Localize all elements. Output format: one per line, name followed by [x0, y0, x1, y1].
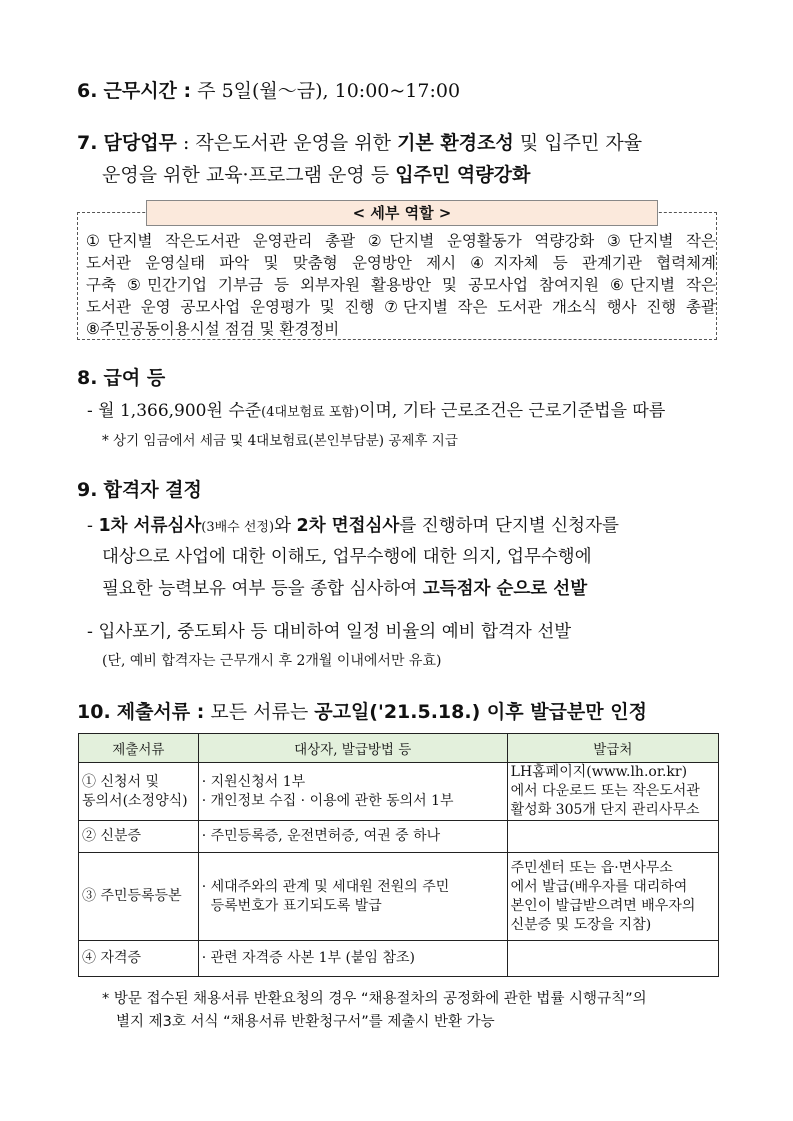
cell-line: LH홈페이지(www.lh.or.kr): [510, 764, 688, 780]
section-7-text-2: 및 입주민 자율: [513, 132, 643, 154]
section-10-title: 제출서류 :: [116, 701, 205, 723]
section-9-line-1: [87, 512, 619, 537]
cell-line: · 관련 자격증 사본 1부 (붙임 참조): [201, 950, 416, 966]
roles-title: < 세부 역할 >: [146, 200, 658, 226]
cell-line: · 개인정보 수집 · 이용에 관한 동의서 1부: [201, 792, 454, 809]
section-7-text-1: : 작은도서관 운영을 위한: [176, 132, 398, 154]
section-7: [77, 128, 717, 155]
table-cell: [507, 821, 718, 853]
section-9-line-4: - 입사포기, 중도퇴사 등 대비하여 일정 비율의 예비 합격자 선발: [87, 622, 572, 642]
section-10-text: 모든 서류는: [204, 701, 315, 723]
section-7-number: 7.: [77, 132, 98, 154]
section-8-text-2: 이며, 기타 근로조건은 근로기준법을 따름: [359, 401, 666, 421]
section-9-bold-1: 1차 서류심사: [98, 516, 202, 536]
table-cell: [198, 821, 507, 853]
section-6-text: 주 5일(월～금), 10:00~17:00: [191, 80, 461, 102]
section-9-text-3: 필요한 능력보유 여부 등을 종합 심사하여: [102, 579, 423, 599]
table-row: [79, 941, 719, 977]
table-header: 발급처: [507, 734, 718, 763]
cell-line: · 지원신청서 1부: [201, 773, 306, 790]
section-6-title: 근무시간 :: [103, 80, 192, 102]
section-8-small: (4대보험료 포함): [261, 405, 360, 420]
table-cell: [79, 853, 199, 941]
table-header: 제출서류: [79, 734, 199, 763]
table-cell: [79, 763, 199, 821]
section-6-number: 6.: [77, 80, 98, 102]
roles-line: 구축 ⑤민간기업 기부금 등 외부자원 활용방안 및 공모사업 참여지원 ⑥단지별 작은: [86, 276, 716, 294]
cell-line: 주민센터 또는 읍·면사무소: [510, 859, 673, 876]
section-10-number: 10.: [77, 701, 111, 723]
roles-line: 도서관 운영실태 파악 및 맞춤형 운영방안 제시 ④지자체 등 관계기관 협력체계: [86, 254, 716, 272]
section-6: [77, 76, 460, 103]
documents-table: [78, 733, 719, 977]
table-header: 대상자, 발급방법 등: [198, 734, 507, 763]
cell-line: · 주민등록증, 운전면허증, 여권 중 하나: [201, 828, 441, 844]
section-7-bold-2: 입주민 역량강화: [395, 164, 531, 186]
section-9-line-2: 대상으로 사업에 대한 이해도, 업무수행에 대한 의지, 업무수행에: [102, 547, 592, 567]
cell-line: · 세대주와의 관계 및 세대원 전원의 주민: [201, 878, 450, 895]
table-cell: [198, 853, 507, 941]
section-8-line-1: [87, 396, 665, 421]
section-7-line-2: [102, 160, 530, 187]
section-9-line-5: (단, 예비 합격자는 근무개시 후 2개월 이내에서만 유효): [102, 653, 442, 669]
table-cell: [507, 941, 718, 977]
roles-line: ①단지별 작은도서관 운영관리 총괄 ②단지별 운영활동가 역량강화 ③단지별 작은: [86, 232, 716, 250]
table-row: [79, 853, 719, 941]
cell-line: 에서 다운로드 또는 작은도서관: [510, 783, 700, 799]
footnote-line-1: * 방문 접수된 채용서류 반환요청의 경우 “채용절차의 공정화에 관한 법률 시행규칙”의: [102, 991, 647, 1007]
cell-line: ④ 자격증: [82, 950, 142, 966]
section-8-note: * 상기 임금에서 세금 및 4대보험료(본인부담분) 공제후 지급: [102, 433, 458, 449]
section-7-bold-1: 기본 환경조성: [397, 132, 514, 154]
cell-line: 동의서(소정양식): [82, 792, 188, 809]
section-9-title: 합격자 결정: [103, 479, 202, 501]
section-9-small: (3배수 선정): [201, 520, 275, 535]
roles-line: 도서관 운영 공모사업 운영평가 및 진행 ⑦단지별 작은 도서관 개소식 행사 진행 총괄: [86, 298, 716, 316]
section-9-text-1: 와: [274, 516, 297, 536]
section-7-title: 담당업무: [103, 132, 177, 154]
section-7-text-3: 운영을 위한 교육·프로그램 운영 등: [102, 164, 396, 186]
table-row: [79, 821, 719, 853]
cell-line: 신분증 및 도장을 지참): [510, 916, 652, 933]
cell-line: 본인이 발급받으려면 배우자의: [510, 897, 696, 914]
table-header-row: [79, 734, 719, 763]
section-9-dash: -: [87, 516, 99, 536]
section-9-text-2: 를 진행하며 단지별 신청자를: [399, 516, 619, 536]
cell-line: ① 신청서 및: [82, 773, 159, 790]
section-8-title: 급여 등: [103, 367, 166, 389]
cell-line: 등록번호가 표기되도록 발급: [201, 897, 382, 914]
table-cell: [507, 763, 718, 821]
section-8: [77, 363, 165, 390]
cell-line: ③ 주민등록등본: [82, 888, 182, 904]
section-9: [77, 475, 202, 502]
cell-line: 에서 발급(배우자를 대리하여: [510, 878, 688, 895]
section-9-line-3: [102, 575, 587, 600]
table-cell: [79, 941, 199, 977]
section-10: [77, 697, 647, 724]
section-9-bold-3: 고득점자 순으로 선발: [422, 579, 588, 599]
section-9-number: 9.: [77, 479, 98, 501]
section-10-highlight: 공고일('21.5.18.) 이후 발급분만 인정: [314, 701, 647, 723]
section-8-text-1: - 월 1,366,900원 수준: [87, 401, 262, 421]
table-cell: [79, 821, 199, 853]
table-row: [79, 763, 719, 821]
cell-line: ② 신분증: [82, 828, 142, 844]
roles-line: ⑧주민공동이용시설 점검 및 환경정비: [86, 320, 340, 338]
section-8-number: 8.: [77, 367, 98, 389]
cell-line: 활성화 305개 단지 관리사무소: [510, 802, 700, 818]
table-cell: [198, 763, 507, 821]
section-9-bold-2: 2차 면접심사: [296, 516, 400, 536]
table-cell: [198, 941, 507, 977]
table-cell: [507, 853, 718, 941]
footnote-line-2: 별지 제3호 서식 “채용서류 반환청구서”를 제출시 반환 가능: [116, 1014, 495, 1030]
